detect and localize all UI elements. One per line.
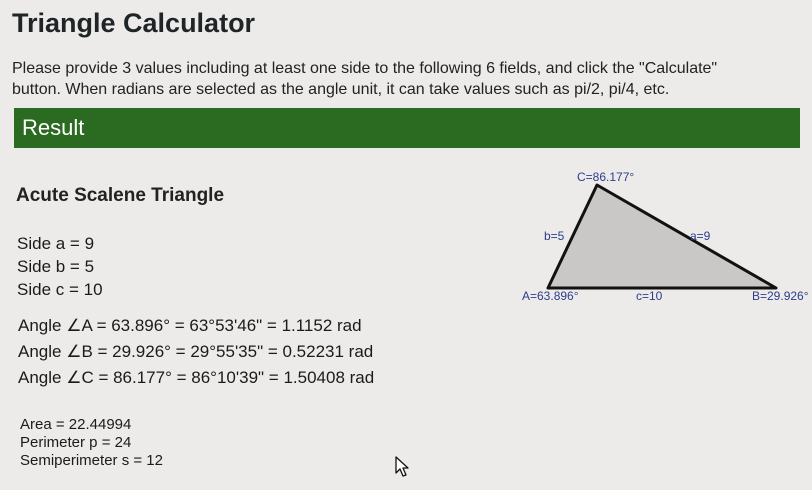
triangle-shape [548, 185, 776, 288]
intro-line-2: button. When radians are selected as the angle unit, it can take values such as pi/2, pi/4, etc. [12, 81, 670, 98]
triangle-type-heading: Acute Scalene Triangle [16, 185, 225, 206]
side-b-value: Side b = 5 [17, 257, 95, 276]
side-c-value: Side c = 10 [17, 280, 103, 299]
intro-line-1: Please provide 3 values including at least one side to the following 6 fields, and click the "Calculate" [12, 60, 718, 77]
label-side-c: c=10 [636, 289, 663, 303]
angle-a-value: Angle ∠A = 63.896° = 63°53'46" = 1.1152 rad [18, 316, 362, 335]
semiperimeter-value: Semiperimeter s = 12 [20, 452, 163, 469]
perimeter-value: Perimeter p = 24 [20, 434, 132, 451]
result-header-title: Result [22, 115, 85, 140]
angle-c-value: Angle ∠C = 86.177° = 86°10'39" = 1.50408 rad [18, 368, 375, 387]
label-side-b: b=5 [544, 229, 565, 243]
label-angle-b: B=29.926° [752, 289, 809, 303]
mouse-pointer-icon [395, 456, 411, 478]
label-angle-a: A=63.896° [522, 289, 579, 303]
angle-b-value: Angle ∠B = 29.926° = 29°55'35" = 0.52231 rad [18, 342, 374, 361]
area-value: Area = 22.44994 [20, 416, 132, 433]
side-a-value: Side a = 9 [17, 234, 95, 253]
label-angle-c: C=86.177° [577, 170, 635, 184]
page-title: Triangle Calculator [12, 8, 256, 38]
label-side-a: a=9 [690, 229, 711, 243]
